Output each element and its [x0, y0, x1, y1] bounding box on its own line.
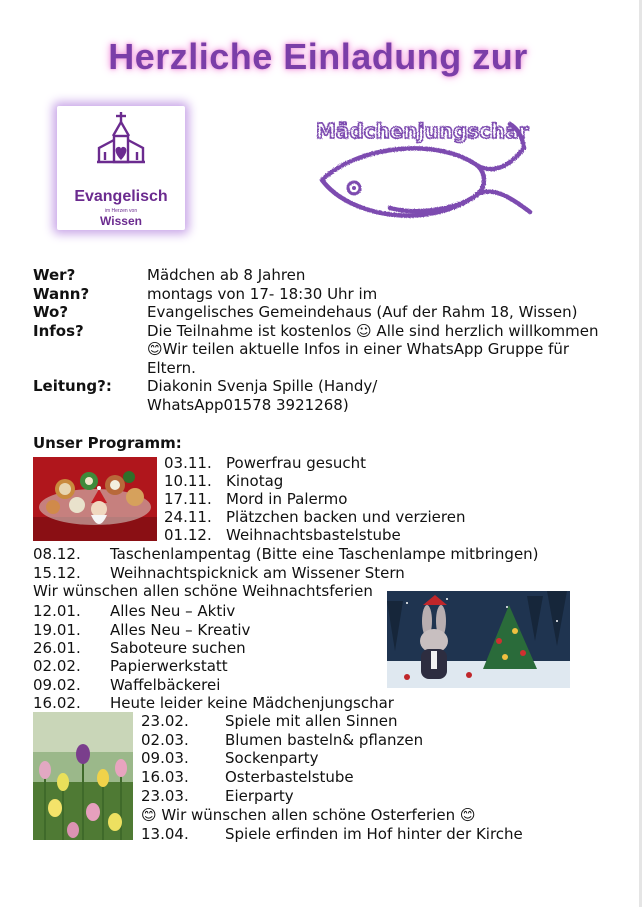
info-value: Evangelisches Gemeindehaus (Auf der Rahm 18, Wissen): [147, 303, 578, 321]
list-item: [141, 768, 354, 786]
info-value: montags von 17- 18:30 Uhr im: [147, 284, 378, 303]
event-title: Kinotag: [226, 472, 284, 490]
info-row-wo: [33, 303, 603, 322]
info-row-wann: [33, 285, 603, 304]
list-item: [33, 602, 235, 620]
info-value: Die Teilnahme ist kostenlos ☺ Alle sind herzlich willkommen 😊Wir teilen aktuelle Infos in einer WhatsApp Gruppe für Eltern.: [147, 321, 599, 377]
list-item: [141, 787, 294, 805]
event-title: Taschenlampentag (Bitte eine Taschenlampe mitbringen): [110, 545, 539, 563]
list-item: [33, 657, 228, 675]
info-label: Infos?: [33, 321, 84, 340]
list-item: [33, 545, 539, 563]
event-date: 09.02.: [33, 676, 81, 694]
event-date: 17.11.: [164, 490, 212, 508]
event-title: Spiele mit allen Sinnen: [225, 712, 398, 730]
event-title: Heute leider keine Mädchenjungschar: [110, 694, 394, 712]
event-title: Alles Neu – Aktiv: [110, 602, 236, 620]
event-date: 09.03.: [141, 749, 189, 767]
list-item: [164, 508, 465, 526]
info-value: Diakonin Svenja Spille (Handy/ WhatsApp01578 3921268): [147, 377, 378, 414]
church-logo: [57, 106, 185, 230]
event-title: Weihnachtsbastelstube: [226, 526, 401, 544]
info-row-leitung: [33, 377, 603, 414]
tulips-image: [33, 712, 133, 840]
event-title: Plätzchen backen und verzieren: [226, 508, 466, 526]
list-item: [141, 731, 423, 749]
list-item: [141, 749, 318, 767]
easter-note: 😊 Wir wünschen allen schöne Osterferien 😊: [141, 806, 476, 824]
event-date: 23.02.: [141, 712, 189, 730]
church-icon: [95, 110, 147, 188]
fish-logo: [310, 108, 540, 238]
event-date: 26.01.: [33, 639, 81, 657]
fish-lettering: Mädchenjungschar: [316, 119, 529, 143]
event-title: Sockenparty: [225, 749, 319, 767]
event-date: 10.11.: [164, 472, 212, 490]
list-item: [141, 712, 398, 730]
event-title: Alles Neu – Kreativ: [110, 621, 251, 639]
event-title: Powerfrau gesucht: [226, 454, 366, 472]
event-date: 13.04.: [141, 825, 189, 843]
event-date: 16.02.: [33, 694, 81, 712]
info-label: Wann?: [33, 284, 90, 303]
info-value: Mädchen ab 8 Jahren: [147, 266, 306, 284]
event-date: 02.03.: [141, 731, 189, 749]
event-date: 01.12.: [164, 526, 212, 544]
list-item: [33, 694, 394, 712]
list-item: [33, 639, 246, 657]
list-item: [164, 472, 283, 490]
event-date: 12.01.: [33, 602, 81, 620]
event-title: Papierwerkstatt: [110, 657, 228, 675]
event-date: 03.11.: [164, 454, 212, 472]
info-row-infos: [33, 322, 603, 378]
page-title: Herzliche Einladung zur: [108, 36, 528, 77]
logo-text-wissen: Wissen: [100, 214, 142, 228]
event-title: Weihnachtspicknick am Wissener Stern: [110, 564, 405, 582]
info-row-wer: [33, 266, 603, 285]
event-date: 08.12.: [33, 545, 81, 563]
info-label: Leitung?:: [33, 377, 112, 395]
list-item: [33, 564, 405, 582]
event-title: Eierparty: [225, 787, 294, 805]
christmas-note: Wir wünschen allen schöne Weihnachtsferien: [33, 582, 373, 600]
event-title: Blumen basteln& pflanzen: [225, 731, 424, 749]
event-title: Waffelbäckerei: [110, 676, 221, 694]
event-date: 16.03.: [141, 768, 189, 786]
list-item: [33, 676, 220, 694]
event-date: 24.11.: [164, 508, 212, 526]
list-item: [164, 490, 347, 508]
event-title: Spiele erfinden im Hof hinter der Kirche: [225, 825, 523, 843]
logo-text-subline: im Herzen von: [104, 208, 138, 214]
list-item: [164, 526, 401, 544]
event-date: 23.03.: [141, 787, 189, 805]
event-title: Saboteure suchen: [110, 639, 246, 657]
info-label: Wer?: [33, 266, 76, 284]
list-item: [164, 454, 366, 472]
program-heading: Unser Programm:: [33, 434, 182, 452]
list-item: [33, 621, 250, 639]
event-date: 19.01.: [33, 621, 81, 639]
cookies-image: [33, 457, 157, 541]
logo-text-evangelisch: Evangelisch: [74, 188, 168, 205]
info-label: Wo?: [33, 303, 69, 321]
list-item: [141, 825, 523, 843]
bunny-image: [387, 591, 570, 688]
event-title: Osterbastelstube: [225, 768, 354, 786]
event-date: 15.12.: [33, 564, 81, 582]
event-title: Mord in Palermo: [226, 490, 348, 508]
info-block: [33, 266, 603, 414]
event-date: 02.02.: [33, 657, 81, 675]
